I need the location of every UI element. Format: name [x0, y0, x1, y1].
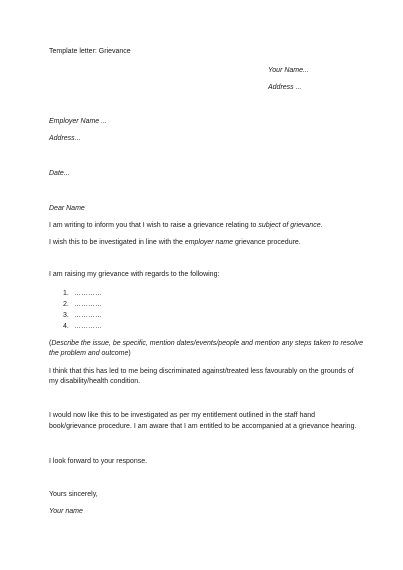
- note-text-2: the problem and outcome: [49, 350, 129, 357]
- sender-address: Address ...: [268, 84, 302, 91]
- list-number: 3.: [63, 312, 69, 319]
- list-item: [63, 301, 102, 310]
- list-text: …………: [74, 312, 102, 319]
- list-number: 4.: [63, 323, 69, 330]
- paragraph-entitlement-1: I would now like this to be investigated as per my entitlement outlined in the staff hand: [49, 412, 316, 419]
- list-text: …………: [74, 323, 102, 330]
- paragraph-look-forward: I look forward to your response.: [49, 458, 148, 465]
- employer-address: Address...: [49, 135, 81, 142]
- signature-name: Your name: [49, 508, 83, 515]
- closing: Yours sincerely,: [49, 491, 98, 498]
- employer-name-inline: employer name: [184, 239, 234, 246]
- sender-name: Your Name...: [268, 67, 309, 74]
- paragraph-discrimination-2: my disability/health condition.: [49, 378, 141, 385]
- paragraph-discrimination-1: I think that this has led to me being discriminated against/treated less favourably on the grounds of: [49, 368, 354, 375]
- paragraph-investigation: [49, 239, 301, 248]
- employer-name: Employer Name ...: [49, 118, 107, 125]
- paragraph-entitlement-2: book/grievance procedure. I am aware that I am entitled to be accompanied at a grievance hearing.: [49, 423, 357, 430]
- paragraph-raise-grievance: [49, 222, 323, 231]
- list-number: 2.: [63, 301, 69, 308]
- note-line-2: [49, 350, 131, 359]
- list-item: [63, 290, 102, 299]
- para2-text: I wish this to be investigated in line with the: [49, 239, 185, 246]
- paragraph-regards: I am raising my grievance with regards to the following:: [49, 271, 220, 278]
- letter-date: Date...: [49, 170, 70, 177]
- note-line-1: [49, 340, 363, 349]
- list-item: [63, 312, 102, 321]
- list-text: …………: [74, 290, 102, 297]
- note-open: (: [49, 340, 52, 347]
- list-number: 1.: [63, 290, 69, 297]
- grievance-subject: subject of grievance: [258, 222, 321, 229]
- document-title: Template letter: Grievance: [49, 48, 131, 55]
- note-text-1: Describe the issue, be specific, mention dates/events/people and mention any steps taken to resolve: [51, 340, 364, 347]
- para1-text: I am writing to inform you that I wish to raise a grievance relating to: [49, 222, 259, 229]
- note-close: ): [128, 350, 131, 357]
- salutation: Dear Name: [49, 205, 85, 212]
- para2-end: grievance procedure.: [233, 239, 301, 246]
- list-item: [63, 323, 102, 332]
- list-text: …………: [74, 301, 102, 308]
- para1-end: .: [320, 222, 323, 229]
